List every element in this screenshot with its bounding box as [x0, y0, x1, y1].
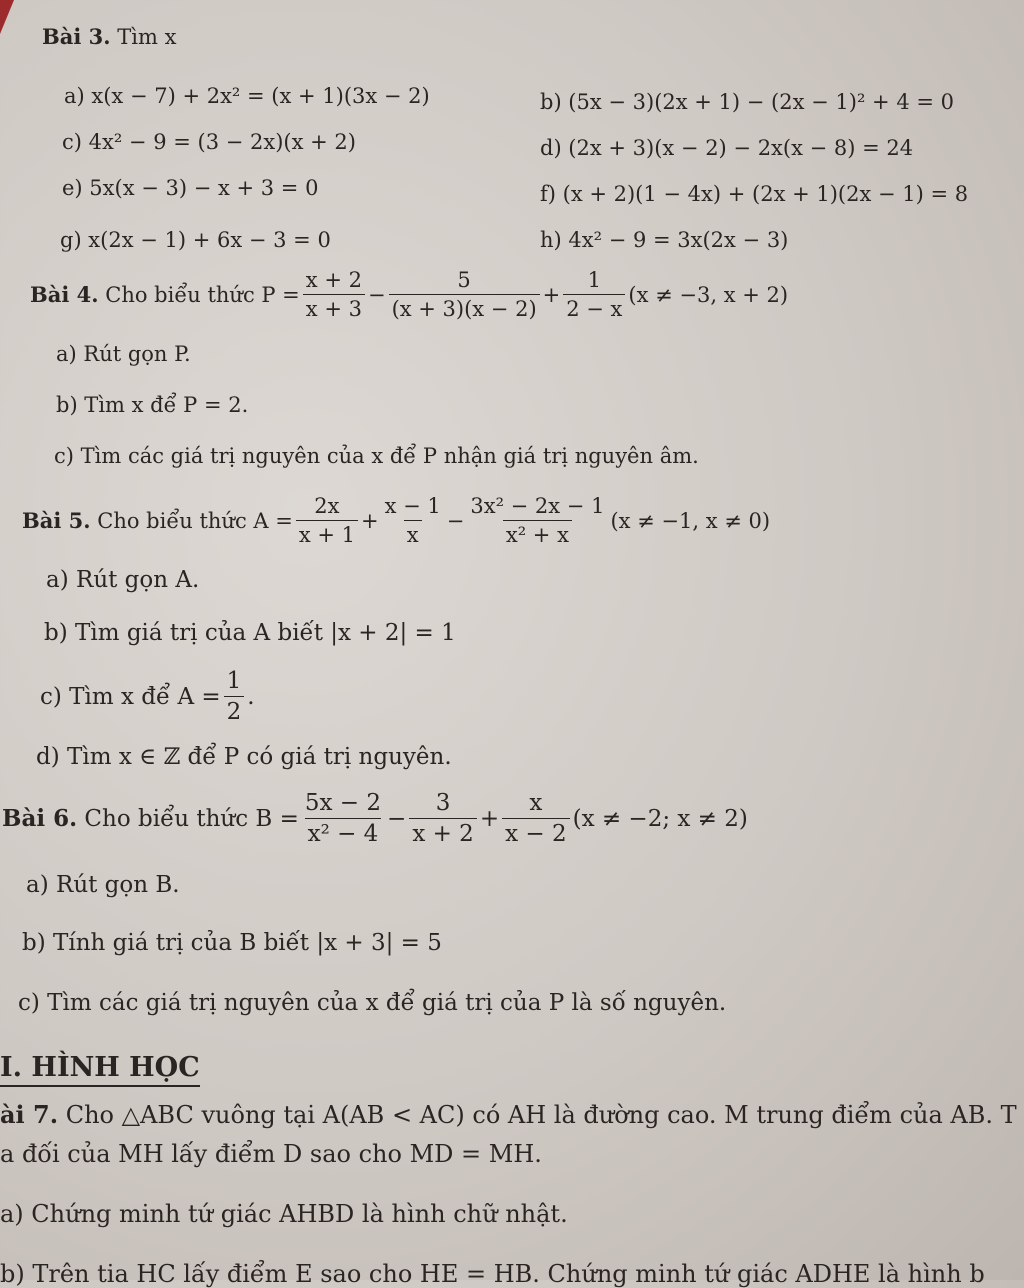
- bai3-heading: [42, 24, 176, 49]
- bai6-fraction-1: [302, 790, 384, 848]
- bai4-f3-num: 1: [587, 268, 602, 292]
- red-corner-decoration: [0, 0, 14, 34]
- bai5-f1-den: x + 1: [296, 520, 358, 547]
- bai5-c-num: 1: [226, 668, 242, 694]
- bai6-f1-num: 5x − 2: [304, 790, 382, 816]
- bai6-op2: +: [479, 805, 500, 832]
- bai3-item-c: c) 4x² − 9 = (3 − 2x)(x + 2): [62, 130, 356, 154]
- bai6-f2-num: 3: [435, 790, 451, 816]
- section-title-hinh-hoc: I. HÌNH HỌC: [0, 1052, 200, 1087]
- bai3-item-b: b) (5x − 3)(2x + 1) − (2x − 1)² + 4 = 0: [540, 90, 954, 114]
- bai5-fraction-1: [296, 494, 358, 547]
- bai6-intro: Cho biểu thức B =: [84, 805, 299, 832]
- bai3-intro: Tìm x: [117, 25, 177, 49]
- bai6-item-a: a) Rút gọn B.: [26, 872, 180, 898]
- bai6-fraction-3: [502, 790, 570, 848]
- bai3-item-d: d) (2x + 3)(x − 2) − 2x(x − 8) = 24: [540, 136, 914, 160]
- bai7-line1: [0, 1100, 1017, 1129]
- bai6-f1-den: x² − 4: [305, 818, 382, 847]
- bai6-op1: −: [387, 805, 407, 832]
- bai3-item-h: h) 4x² − 9 = 3x(2x − 3): [540, 228, 789, 252]
- bai5-f2-den: x: [404, 520, 422, 547]
- bai5-title: Bài 5.: [22, 508, 91, 534]
- bai5-op2: −: [446, 508, 465, 533]
- bai7-line2: a đối của MH lấy điểm D sao cho MD = MH.: [0, 1140, 542, 1168]
- bai5-op1: +: [360, 508, 379, 533]
- bai4-fraction-1: [303, 268, 365, 321]
- bai6-item-b: b) Tính giá trị của B biết |x + 3| = 5: [22, 930, 442, 956]
- bai5-c-fraction: [224, 668, 245, 726]
- bai6-f3-num: x: [529, 790, 543, 816]
- bai6-condition: (x ≠ −2; x ≠ 2): [572, 805, 748, 832]
- bai6-fraction-2: [409, 790, 477, 848]
- bai5-f3-den: x² + x: [503, 520, 572, 547]
- bai4-intro: Cho biểu thức P =: [105, 282, 300, 307]
- bai7-line1-text: Cho △ABC vuông tại A(AB < AC) có AH là đường cao. M trung điểm của AB. T: [65, 1101, 1017, 1129]
- bai6-title: Bài 6.: [2, 805, 78, 833]
- bai7-item-b: b) Trên tia HC lấy điểm E sao cho HE = HB. Chứng minh tứ giác ADHE là hình b: [0, 1260, 985, 1288]
- bai5-item-c-text: c) Tìm x để A =: [40, 683, 221, 710]
- bai4-f2-den: (x + 3)(x − 2): [389, 294, 540, 321]
- bai3-item-a: a) x(x − 7) + 2x² = (x + 1)(3x − 2): [64, 84, 430, 108]
- bai5-fraction-2: [382, 494, 444, 547]
- bai4-f1-num: x + 2: [305, 268, 362, 292]
- bai5-fraction-3: [467, 494, 607, 547]
- bai5-item-a: a) Rút gọn A.: [46, 567, 200, 593]
- bai3-item-e: e) 5x(x − 3) − x + 3 = 0: [62, 176, 319, 200]
- bai5-c-den: 2: [224, 696, 245, 725]
- bai5-intro: Cho biểu thức A =: [97, 508, 293, 533]
- bai6-f2-den: x + 2: [409, 818, 477, 847]
- bai4-item-b: b) Tìm x để P = 2.: [56, 393, 249, 417]
- bai4-f3-den: 2 − x: [563, 294, 625, 321]
- bai4-op1: −: [367, 282, 386, 307]
- bai4-f2-num: 5: [457, 268, 471, 292]
- bai6-f3-den: x − 2: [502, 818, 570, 847]
- bai5-f1-num: 2x: [314, 494, 340, 518]
- bai4-fraction-2: [389, 268, 540, 321]
- bai4-heading: [30, 268, 788, 321]
- bai5-c-end: .: [247, 683, 255, 710]
- bai3-item-f: f) (x + 2)(1 − 4x) + (2x + 1)(2x − 1) = 8: [540, 182, 969, 206]
- bai5-condition: (x ≠ −1, x ≠ 0): [610, 508, 771, 533]
- bai4-fraction-3: [563, 268, 625, 321]
- bai4-f1-den: x + 3: [303, 294, 365, 321]
- bai7-item-a: a) Chứng minh tứ giác AHBD là hình chữ nhật.: [0, 1200, 568, 1228]
- bai6-item-c: c) Tìm các giá trị nguyên của x để giá trị của P là số nguyên.: [18, 990, 727, 1016]
- bai4-item-c: c) Tìm các giá trị nguyên của x để P nhận giá trị nguyên âm.: [54, 444, 699, 468]
- bai5-heading: [22, 494, 770, 547]
- bai4-condition: (x ≠ −3, x + 2): [628, 282, 789, 307]
- bai5-item-b: b) Tìm giá trị của A biết |x + 2| = 1: [44, 620, 456, 646]
- bai3-item-g: g) x(2x − 1) + 6x − 3 = 0: [60, 228, 331, 252]
- bai5-item-c: [40, 668, 255, 726]
- bai6-heading: [2, 790, 748, 848]
- bai4-title: Bài 4.: [30, 282, 99, 308]
- bai7-title: ài 7.: [0, 1100, 59, 1129]
- bai4-item-a: a) Rút gọn P.: [56, 342, 191, 366]
- bai3-title: Bài 3.: [42, 24, 111, 49]
- bai4-op2: +: [542, 282, 561, 307]
- bai5-f3-num: 3x² − 2x − 1: [470, 494, 605, 518]
- bai5-f2-num: x − 1: [384, 494, 441, 518]
- bai5-item-d: d) Tìm x ∈ ℤ để P có giá trị nguyên.: [36, 744, 452, 770]
